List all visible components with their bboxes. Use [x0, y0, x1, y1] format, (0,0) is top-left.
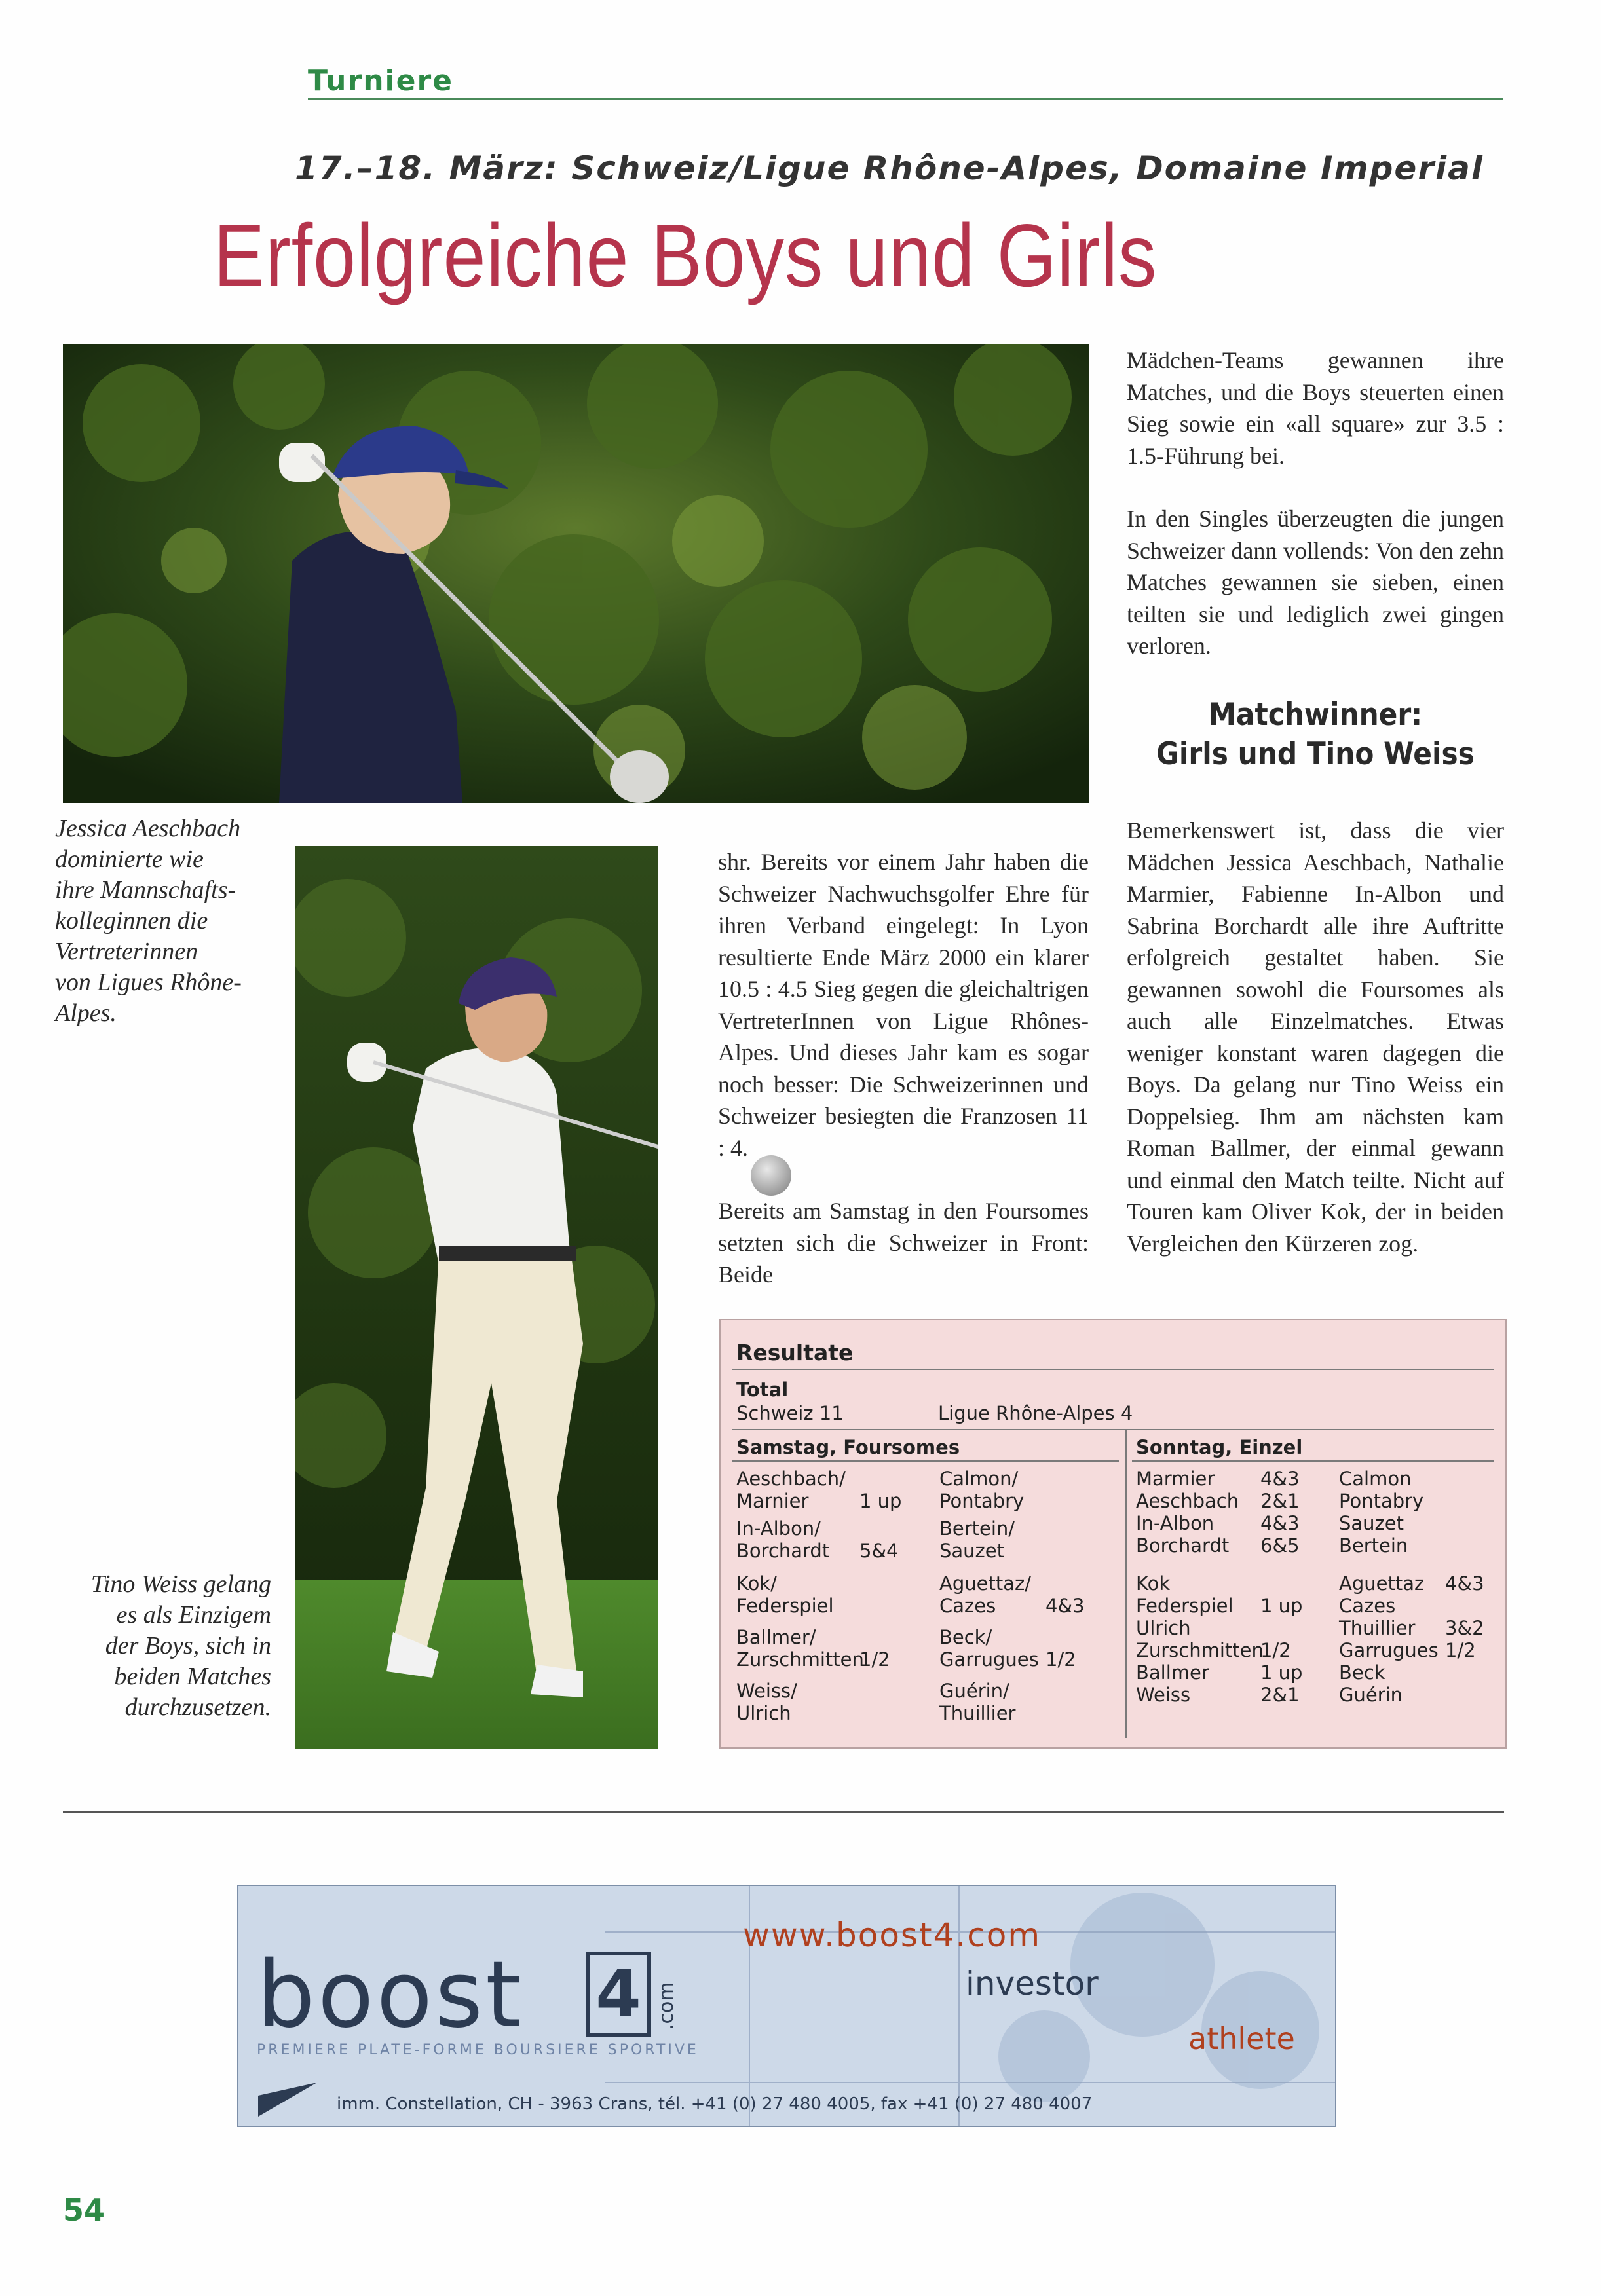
foursome-home: Zurschmitten [736, 1648, 864, 1671]
single-home: Kok [1136, 1572, 1171, 1595]
foursome-home: Ballmer/ [736, 1626, 816, 1648]
single-away: Guérin [1339, 1684, 1403, 1706]
foursome-away: Bertein/ [939, 1517, 1015, 1540]
section-label: Turniere [308, 64, 453, 98]
foursome-home-result: 5&4 [859, 1540, 899, 1562]
single-home: In-Albon [1136, 1512, 1215, 1534]
single-away: Pontabry [1339, 1490, 1424, 1512]
article-paragraph: Bereits am Samstag in den Foursomes setzten sich die Schweizer in Front: Beide [718, 1198, 1089, 1287]
results-title: Resultate [736, 1340, 854, 1365]
caption-line: durchzusetzen. [124, 1694, 271, 1721]
section-divider [308, 98, 1503, 100]
single-home-result: 6&5 [1260, 1534, 1300, 1557]
foursome-home: Weiss/ [736, 1680, 797, 1702]
article-column-middle [718, 846, 1089, 1322]
foursome-home-result: 1/2 [859, 1648, 890, 1671]
caption-line: Vertreterinnen [55, 938, 198, 965]
ad-word-athlete: athlete [1188, 2021, 1295, 2056]
caption-line: Jessica Aeschbach [55, 815, 241, 842]
single-home-result: 4&3 [1260, 1468, 1300, 1490]
caption-line: Tino Weiss gelang [90, 1570, 271, 1598]
results-divider [732, 1369, 1494, 1370]
ad-tagline: PREMIERE PLATE-FORME BOURSIERE SPORTIVE [257, 2042, 699, 2058]
caption-line: dominierte wie [55, 845, 204, 873]
article-paragraph: Bemerkenswert ist, dass die vier Mädchen Jessica Aeschbach, Nathalie Marmier, Fabienne In-Albon und Sabrina Borchardt alle ihre Auftritte erfolgreich gestaltet haben. Sie gewannen sowohl die Foursomes als auch alle Einzelmatches. Etwas weniger konstant waren dagegen die Boys. Da gelang nur Tino Weiss ein Doppelsieg. Ihm am nächsten kam Roman Ballmer, der einmal gewann und einmal den Match teilte. Nicht auf Touren kam Oliver Kok, der in beiden Vergleichen den Kürzeren zog. [1127, 817, 1504, 1257]
subhead-line: Matchwinner: [1208, 697, 1423, 733]
ad-brand-logo: boost [257, 1942, 525, 2048]
foursome-home: Ulrich [736, 1702, 791, 1724]
single-away: Sauzet [1339, 1512, 1404, 1534]
article-headline: Erfolgreiche Boys und Girls [214, 206, 1158, 305]
single-home-result: 1/2 [1260, 1639, 1291, 1661]
results-column-divider [1125, 1430, 1127, 1738]
foursome-home: Kok/ [736, 1572, 777, 1595]
single-away-result: 3&2 [1445, 1617, 1484, 1639]
foursome-home: In-Albon/ [736, 1517, 821, 1540]
single-home: Federspiel [1136, 1595, 1234, 1617]
single-home-result: 1 up [1260, 1595, 1303, 1617]
single-home-result: 2&1 [1260, 1490, 1300, 1512]
results-divider [732, 1460, 1119, 1462]
foursome-away: Calmon/ [939, 1468, 1019, 1490]
foursome-away: Aguettaz/ [939, 1572, 1031, 1595]
photo-jessica-aeschbach [63, 344, 1089, 803]
results-total-home: Schweiz 11 [736, 1402, 844, 1424]
foursome-home-result: 1 up [859, 1490, 902, 1512]
article-column-right-bottom [1127, 815, 1504, 1291]
foursome-away: Thuillier [939, 1702, 1016, 1724]
results-box [719, 1319, 1507, 1749]
foursome-home: Federspiel [736, 1595, 834, 1617]
single-home: Borchardt [1136, 1534, 1230, 1557]
results-divider [1132, 1460, 1494, 1462]
article-column-right-top [1127, 344, 1504, 694]
foursome-away: Cazes [939, 1595, 996, 1617]
single-away-result: 1/2 [1445, 1639, 1476, 1661]
single-home: Marmier [1136, 1468, 1215, 1490]
single-home-result: 1 up [1260, 1661, 1303, 1684]
single-away: Aguettaz [1339, 1572, 1425, 1595]
caption-line: es als Einzigem [116, 1601, 271, 1629]
results-total-away: Ligue Rhône-Alpes 4 [938, 1402, 1133, 1424]
foursome-away: Guérin/ [939, 1680, 1009, 1702]
caption-line: ihre Mannschafts- [55, 876, 236, 904]
single-home: Aeschbach [1136, 1490, 1239, 1512]
results-saturday-label: Samstag, Foursomes [736, 1436, 960, 1458]
ad-brand-number: 4 [586, 1952, 651, 2037]
caption-line: der Boys, sich in [105, 1632, 271, 1659]
single-away: Cazes [1339, 1595, 1396, 1617]
page-number: 54 [63, 2193, 105, 2228]
ad-address: imm. Constellation, CH - 3963 Crans, tél. +41 (0) 27 480 4005, fax +41 (0) 27 480 4007 [337, 2094, 1093, 2114]
foursome-home: Marnier [736, 1490, 809, 1512]
article-paragraph: In den Singles überzeugten die jungen Schweizer dann vollends: Von den zehn Matches gewannen sie sieben, einen teilten sie und lediglich zwei gingen verloren. [1127, 506, 1504, 659]
foursome-away: Garrugues [939, 1648, 1039, 1671]
ad-url-link[interactable]: www.boost4.com [743, 1916, 1042, 1954]
page-divider [63, 1811, 1504, 1813]
results-total-label: Total [736, 1379, 789, 1401]
subhead-line: Girls und Tino Weiss [1156, 736, 1475, 772]
article-paragraph: Mädchen-Teams gewannen ihre Matches, und die Boys steuerten einen Sieg sowie ein «all square» zur 3.5 : 1.5-Führung bei. [1127, 347, 1504, 469]
single-away: Beck [1339, 1661, 1385, 1684]
single-away-result: 4&3 [1445, 1572, 1484, 1595]
caption-line: von Ligues Rhône- [55, 969, 242, 996]
article-kicker: 17.–18. März: Schweiz/Ligue Rhône-Alpes, Domaine Imperial [295, 149, 1484, 187]
foursome-home: Borchardt [736, 1540, 830, 1562]
single-away: Calmon [1339, 1468, 1412, 1490]
single-home: Ballmer [1136, 1661, 1209, 1684]
single-home-result: 4&3 [1260, 1512, 1300, 1534]
photo-tino-weiss [295, 846, 658, 1749]
foursome-away-result: 1/2 [1045, 1648, 1076, 1671]
caption-line: Alpes. [55, 999, 117, 1027]
results-sunday-label: Sonntag, Einzel [1136, 1436, 1303, 1458]
ad-brand-com: .com [655, 1982, 678, 2030]
article-subhead [1146, 695, 1485, 774]
caption-tino [58, 1569, 271, 1723]
single-away: Garrugues [1339, 1639, 1439, 1661]
single-home: Ulrich [1136, 1617, 1191, 1639]
single-home-result: 2&1 [1260, 1684, 1300, 1706]
single-home: Zurschmitten [1136, 1639, 1264, 1661]
foursome-away: Pontabry [939, 1490, 1025, 1512]
foursome-away: Beck/ [939, 1626, 992, 1648]
single-away: Thuillier [1339, 1617, 1416, 1639]
caption-line: beiden Matches [114, 1663, 271, 1690]
ad-word-investor: investor [966, 1965, 1099, 2003]
boost4-advertisement[interactable] [237, 1885, 1336, 2127]
foursome-away-result: 4&3 [1045, 1595, 1085, 1617]
single-home: Weiss [1136, 1684, 1191, 1706]
caption-line: kolleginnen die [55, 907, 208, 935]
caption-jessica [55, 813, 291, 1029]
single-away: Bertein [1339, 1534, 1408, 1557]
foursome-home: Aeschbach/ [736, 1468, 846, 1490]
article-paragraph: shr. Bereits vor einem Jahr haben die Schweizer Nachwuchsgolfer Ehre für ihren Verband eingelegt: In Lyon resultierte Ende März 2000 ein klarer 10.5 : 4.5 Sieg gegen die gleichaltrigen VertreterInnen von Ligue Rhônes-Alpes. Und dieses Jahr kam es sogar noch besser: Die Schweizerinnen und Schweizer besiegten die Franzosen 11 : 4. [718, 849, 1089, 1161]
results-divider [732, 1429, 1494, 1430]
foursome-away: Sauzet [939, 1540, 1004, 1562]
